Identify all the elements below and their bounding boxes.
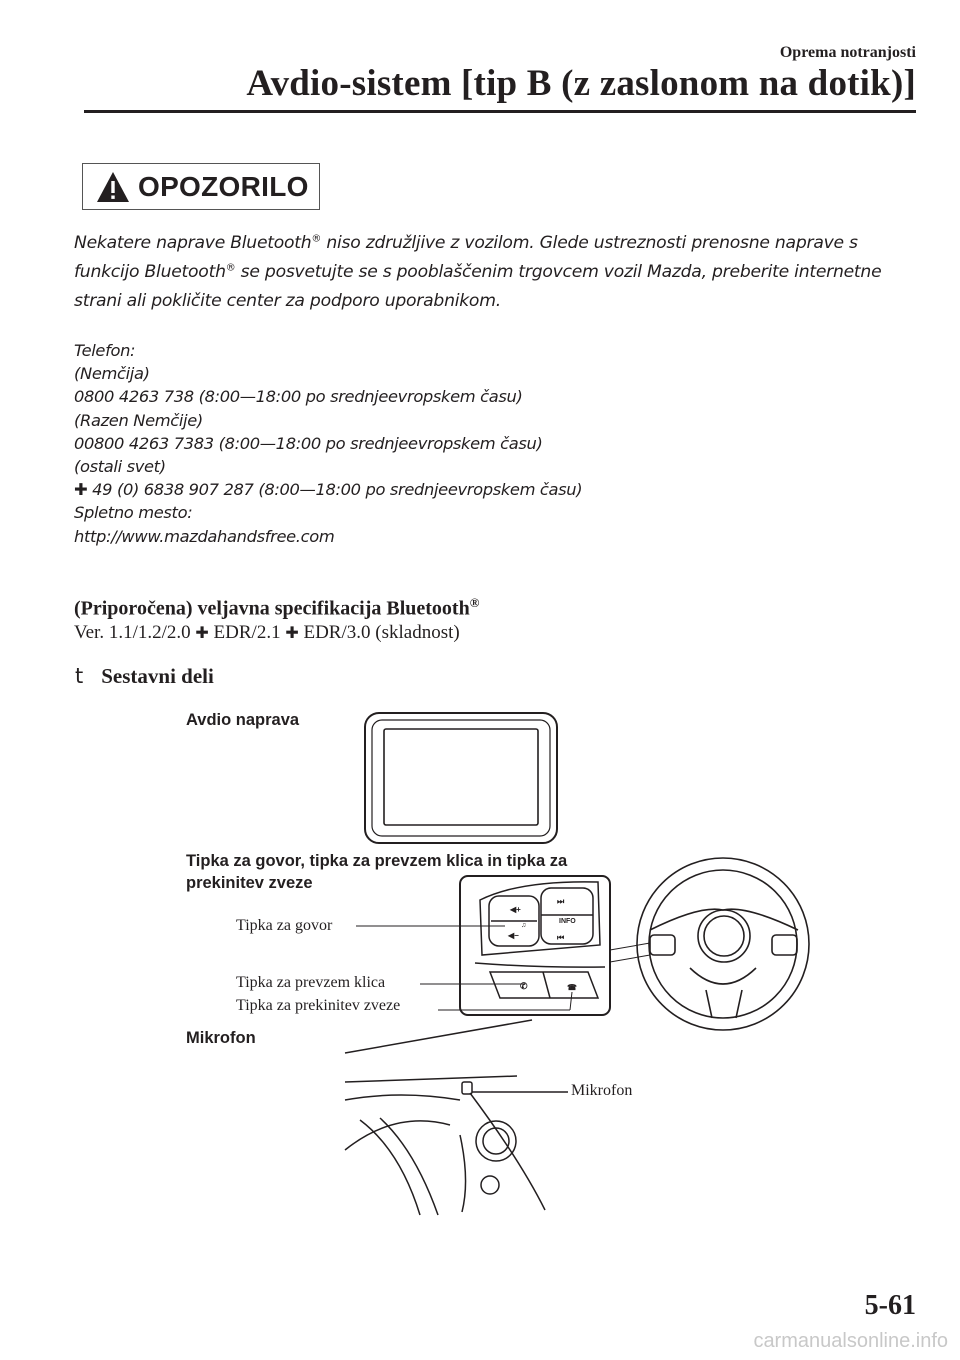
plus-icon: ✚ <box>285 623 299 642</box>
svg-text:◀+: ◀+ <box>510 905 521 914</box>
header-section: Oprema notranjosti <box>779 44 916 61</box>
germany-number: 0800 4263 738 (8:00—18:00 po srednjeevropskem času) <box>74 387 523 407</box>
microphone-illustration <box>345 1020 568 1215</box>
germany-label: (Nemčija) <box>74 364 150 384</box>
outside-germany-number: 00800 4263 7383 (8:00—18:00 po srednjeevropskem času) <box>74 433 543 453</box>
audio-unit-illustration <box>365 713 557 843</box>
web-url: http://www.mazdahandsfree.com <box>74 526 335 546</box>
world-label: (ostali svet) <box>74 457 166 477</box>
warning-paragraph: Nekatere naprave Bluetooth® niso združljive z vozilom. Glede ustreznosti prenosne naprave s funkcijo Bluetooth® se posvetujte se s pooblaščenim trgovcem vozil Mazda, preberite internetne strani ali pokličite center za podporo uporabnikom. <box>74 233 882 311</box>
section-heading: t Sestavni deli <box>75 664 214 688</box>
svg-text:⏮: ⏮ <box>557 933 565 942</box>
warning-label: OPOZORILO <box>138 170 309 202</box>
buttons-label: Tipka za govor, tipka za prevzem klica in tipka za prekinitev zveze <box>186 852 568 892</box>
outside-germany-label: (Razen Nemčije) <box>74 410 203 430</box>
callout-microphone: Mikrofon <box>571 1082 633 1099</box>
world-number: ✚ 49 (0) 6838 907 287 (8:00—18:00 po srednjeevropskem času) <box>74 480 583 500</box>
callout-hangup-button: Tipka za prekinitev zveze <box>236 997 401 1014</box>
spec-version: Ver. 1.1/1.2/2.0 ✚ EDR/2.1 ✚ EDR/3.0 (skladnost) <box>74 622 460 643</box>
svg-text:✆: ✆ <box>520 981 528 991</box>
watermark: carmanualsonline.info <box>753 1330 948 1352</box>
page-title: Avdio-sistem [tip B (z zaslonom na dotik)] <box>246 63 916 104</box>
svg-text:☎: ☎ <box>567 983 577 992</box>
svg-text:◀−: ◀− <box>508 931 519 940</box>
svg-text:♫: ♫ <box>521 922 527 929</box>
svg-text:⏭: ⏭ <box>557 897 565 906</box>
steering-wheel-illustration <box>637 858 809 1030</box>
microphone-label: Mikrofon <box>186 1029 256 1047</box>
web-label: Spletno mesto: <box>74 503 193 523</box>
steering-switch-closeup <box>460 876 610 1015</box>
callout-talk-button: Tipka za govor <box>236 917 333 934</box>
plus-icon: ✚ <box>195 623 209 642</box>
info-button-label: INFO <box>559 918 576 925</box>
audio-device-label: Avdio naprava <box>186 711 300 729</box>
phone-label: Telefon: <box>74 341 136 360</box>
spec-title: (Priporočena) veljavna specifikacija Bluetooth® <box>74 595 480 620</box>
page-number: 5-61 <box>864 1290 916 1321</box>
callout-pickup-button: Tipka za prevzem klica <box>236 974 386 991</box>
plus-icon: ✚ <box>74 480 88 500</box>
